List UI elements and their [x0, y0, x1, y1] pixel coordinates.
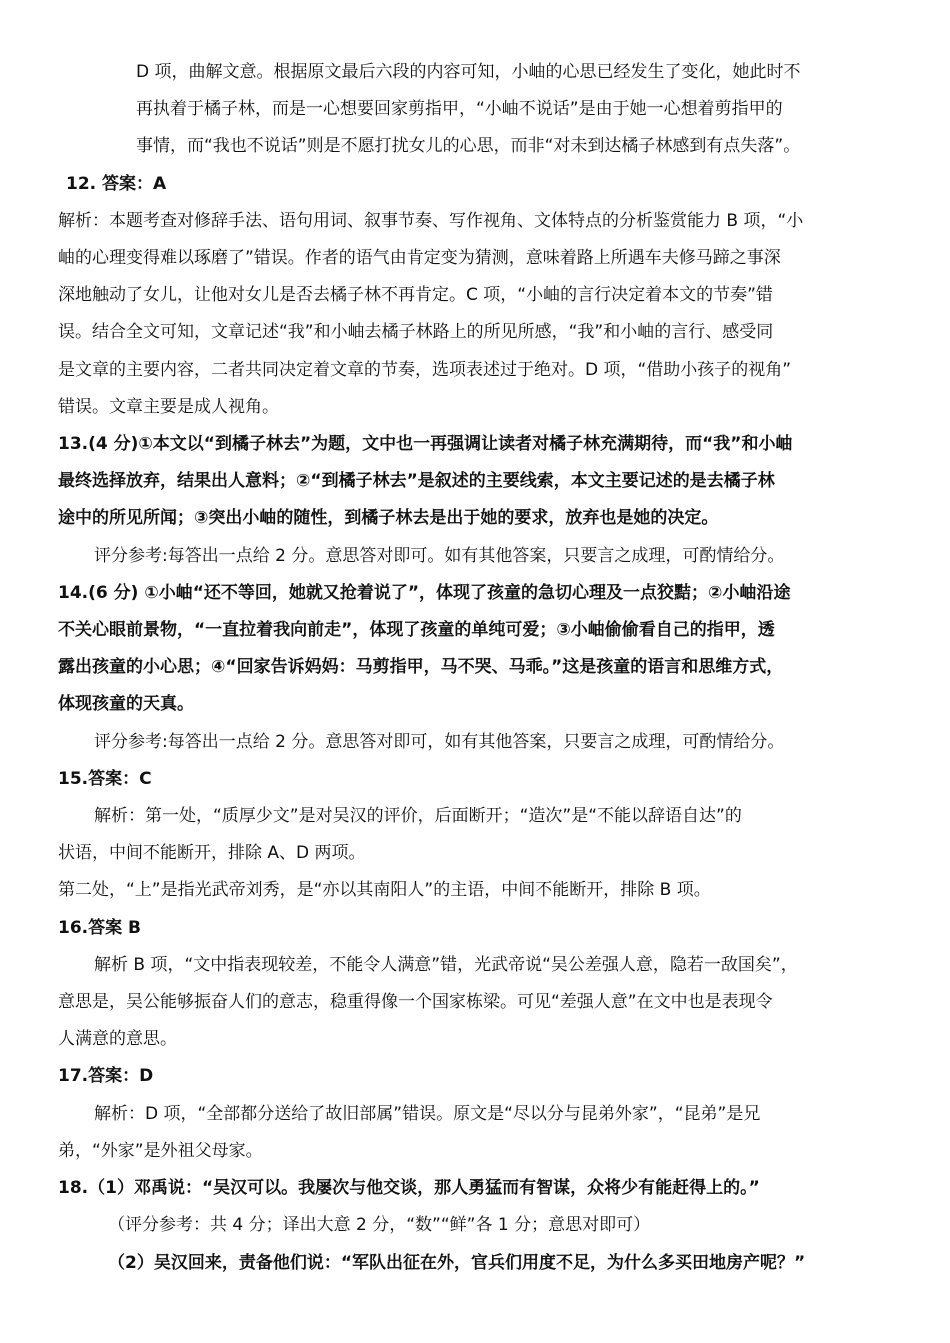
q12-heading: 12. 答案：A [66, 173, 167, 194]
text-line: 第二处，“上”是指光武帝刘秀，是“亦以其南阳人”的主语，中间不能断开，排除 B 项。 [58, 880, 711, 901]
q17-heading: 17.答案：D [58, 1066, 154, 1087]
text-line: 人满意的意思。 [58, 1029, 177, 1050]
q14-answer: 14.(6 分) ①小岫“还不等回，她就又抢着说了”，体现了孩童的急切心理及一点狡黠；②小岫沿途 [58, 582, 791, 603]
q13-answer: 13.(4 分)①本文以“到橘子林去”为题，文中也一再强调让读者对橘子林充满期待，而“我”和小岫 [58, 434, 793, 455]
text-line: 途中的所见所闻；③突出小岫的随性，到橘子林去是出于她的要求，放弃也是她的决定。 [58, 508, 719, 529]
text-line: 岫的心理变得难以琢磨了”错误。作者的语气由肯定变为猜测，意味着路上所遇车夫修马蹄之事深 [58, 248, 781, 269]
text-line: （2）吴汉回来，责备他们说：“军队出征在外，官兵们用度不足，为什么多买田地房产呢？” [108, 1252, 806, 1273]
text-line: 事情，而“我也不说话”则是不愿打扰女儿的心思，而非“对未到达橘子林感到有点失落”。 [136, 136, 801, 157]
scoring-note: （评分参考：共 4 分；译出大意 2 分，“数”“鲜”各 1 分；意思对即可） [108, 1215, 651, 1236]
text-line: 解析 B 项，“文中指表现较差，不能令人满意”错，光武帝说“吴公差强人意，隐若一敌国矣”， [94, 954, 798, 975]
q18-answer: 18.（1）邓禹说：“吴汉可以。我屡次与他交谈，那人勇猛而有智谋，众将少有能赶得上的。” [58, 1178, 760, 1199]
text-line: 弟，“外家”是外祖父母家。 [58, 1140, 263, 1161]
scoring-note: 评分参考:每答出一点给 2 分。意思答对即可。如有其他答案，只要言之成理，可酌情给分。 [94, 545, 785, 566]
text-line: 再执着于橘子林，而是一心想要回家剪指甲，“小岫不说话”是由于她一心想着剪指甲的 [136, 99, 783, 120]
text-line: 解析：本题考查对修辞手法、语句用词、叙事节奏、写作视角、文体特点的分析鉴赏能力 B 项，“小 [58, 210, 804, 231]
text-line: 体现孩童的天真。 [58, 694, 194, 715]
text-line: 不关心眼前景物，“一直拉着我向前走”，体现了孩童的单纯可爱；③小岫偷偷看自己的指甲，透 [58, 620, 775, 641]
text-line: 误。结合全文可知，文章记述“我”和小岫去橘子林路上的所见所感，“我”和小岫的言行、感受同 [58, 322, 774, 343]
q15-heading: 15.答案：C [58, 768, 152, 789]
text-line: 解析：D 项，“全部都分送给了故旧部属”错误。原文是“尽以分与昆弟外家”，“昆弟”是兄 [94, 1103, 761, 1124]
text-line: D 项，曲解文意。根据原文最后六段的内容可知，小岫的心思已经发生了变化，她此时不 [136, 62, 801, 82]
text-line: 深地触动了女儿，让他对女儿是否去橘子林不再肯定。C 项，“小岫的言行决定着本文的节奏”错 [58, 285, 773, 306]
text-line: 最终选择放弃，结果出人意料；②“到橘子林去”是叙述的主要线索，本文主要记述的是去橘子林 [58, 471, 775, 492]
scoring-note: 评分参考:每答出一点给 2 分。意思答对即可，如有其他答案，只要言之成理，可酌情给分。 [94, 731, 785, 752]
text-line: 解析：第一处，“质厚少文”是对吴汉的评价，后面断开；“造次”是“不能以辞语自达”的 [94, 806, 742, 827]
text-line: 错误。文章主要是成人视角。 [58, 396, 279, 417]
text-line: 意思是，吴公能够振奋人们的意志，稳重得像一个国家栋梁。可见“差强人意”在文中也是表现令 [58, 992, 773, 1013]
text-line: 是文章的主要内容，二者共同决定着文章的节奏，选项表述过于绝对。D 项，“借助小孩子的视角” [58, 359, 792, 380]
text-line: 露出孩童的小心思；④“回家告诉妈妈：马剪指甲，马不哭、马乖。”这是孩童的语言和思维方式， [58, 657, 784, 678]
text-line: 状语，中间不能断开，排除 A、D 两项。 [58, 843, 366, 864]
q16-heading: 16.答案 B [58, 917, 141, 938]
